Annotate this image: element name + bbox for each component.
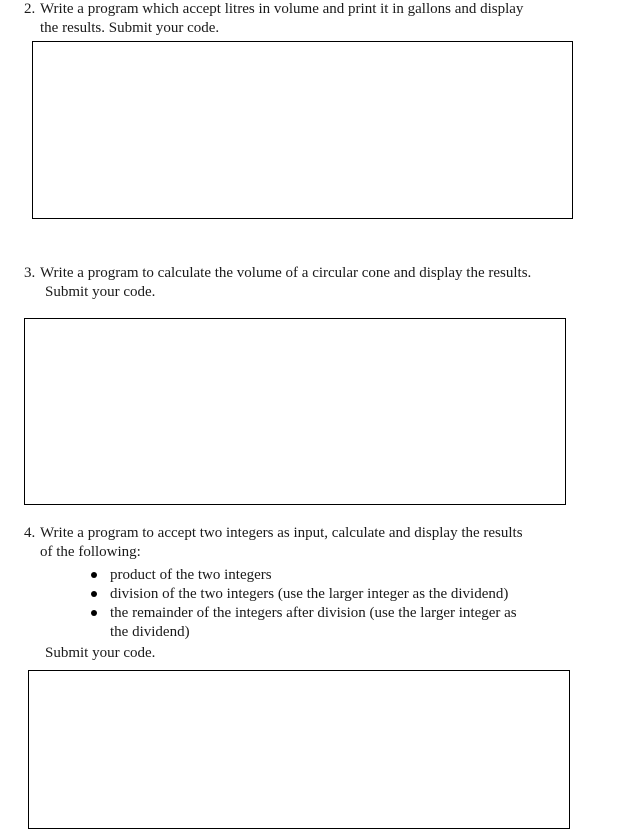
question-2-text: Write a program which accept litres in volume and print it in gallons and display <box>40 1 524 17</box>
question-3-line-2: Submit your code. <box>45 284 156 300</box>
question-3-line-1 <box>24 264 596 283</box>
question-4-submit-instruction: Submit your code. <box>45 645 156 661</box>
question-2-line-2: the results. Submit your code. <box>40 20 220 36</box>
bullet-item <box>88 604 576 642</box>
question-4-number: 4. <box>24 525 36 541</box>
question-2 <box>24 0 596 38</box>
question-4-line-1 <box>24 524 596 543</box>
bullet-text-continued: the dividend) <box>110 624 190 640</box>
question-3 <box>24 264 596 302</box>
answer-box-question-2[interactable] <box>32 41 573 219</box>
question-3-number: 3. <box>24 265 36 281</box>
bullet-item: product of the two integers <box>88 566 576 585</box>
question-2-line-1 <box>24 0 596 19</box>
answer-box-question-4[interactable] <box>28 670 570 829</box>
question-4-line-2: of the following: <box>40 544 141 560</box>
question-3-text: Write a program to calculate the volume of a circular cone and display the results. <box>40 265 532 281</box>
question-4 <box>24 524 596 562</box>
answer-box-question-3[interactable] <box>24 318 566 505</box>
question-4-text: Write a program to accept two integers as input, calculate and display the results <box>40 525 523 541</box>
bullet-item: division of the two integers (use the larger integer as the dividend) <box>88 585 576 604</box>
bullet-text: the remainder of the integers after division (use the larger integer as <box>110 605 517 621</box>
question-4-bullet-list <box>88 566 576 642</box>
question-2-number: 2. <box>24 1 36 17</box>
